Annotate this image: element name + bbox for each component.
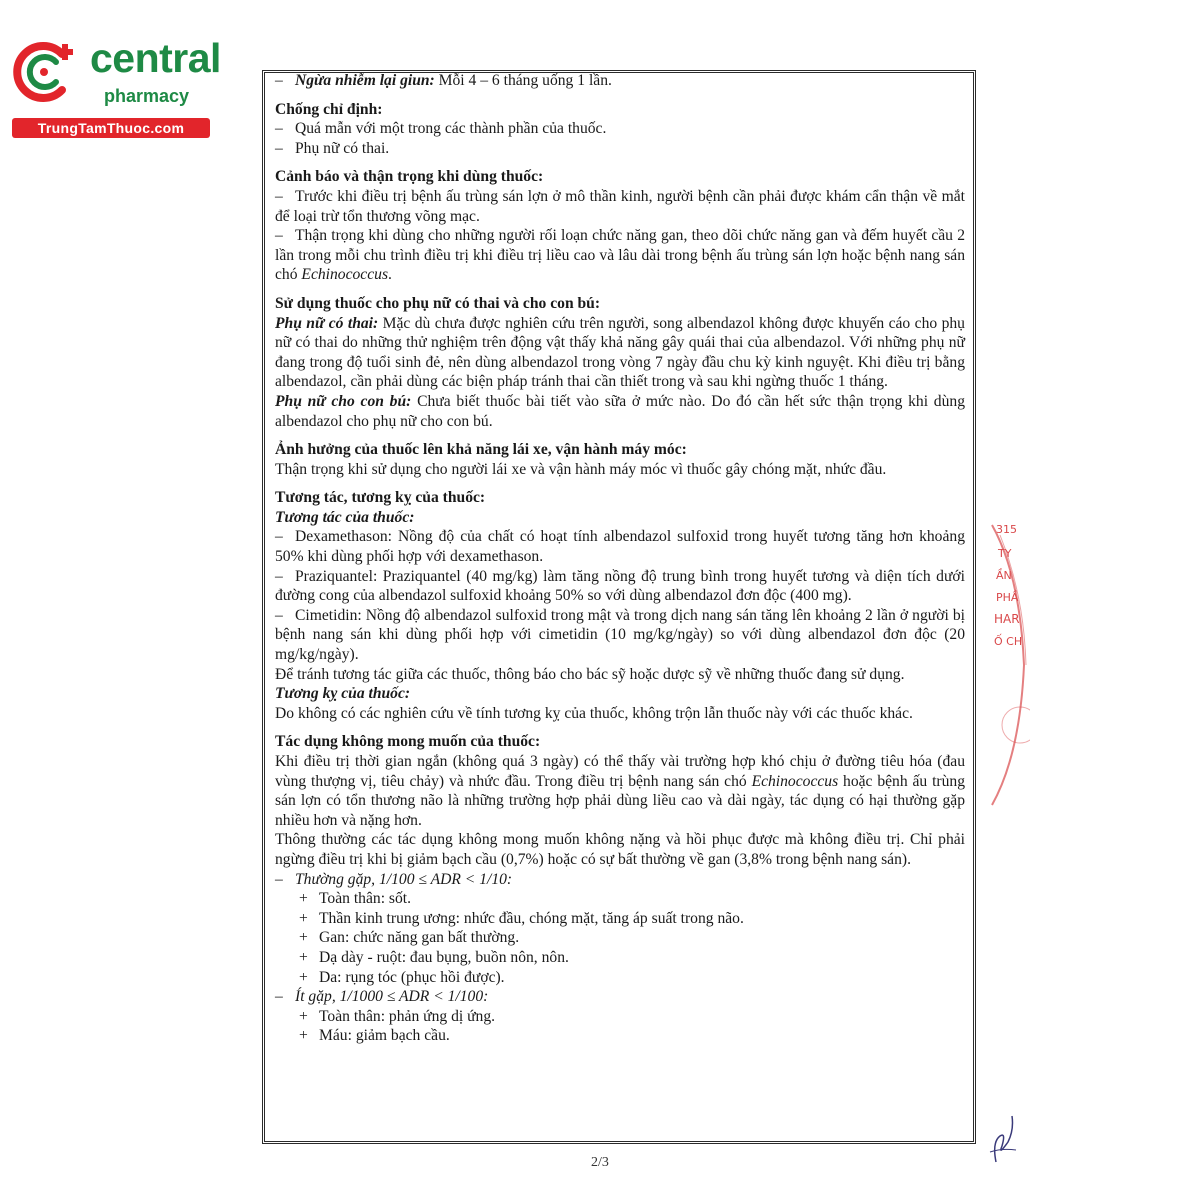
plus-bullet: + bbox=[299, 1027, 308, 1045]
list-item bbox=[275, 606, 965, 665]
signature-icon bbox=[982, 1112, 1022, 1168]
pregnant-text: Mặc dù chưa được nghiên cứu trên người, song albendazol không được khuyến cáo cho phụ nữ có thai do những thử nghiệm trên động vật thấy khả năng gây quái thai của albendazol. Với những phụ nữ đang trong độ tuổi sinh đẻ, nên dùng albendazol trong vòng 7 ngày đầu chu kỳ kinh nguyệt. Khi điều trị bằng albendazol, cần phải dùng các biện pháp tránh thai cần thiết trong và sau khi ngừng thuốc 1 tháng. bbox=[275, 314, 965, 391]
brand-subtitle: pharmacy bbox=[104, 86, 190, 106]
svg-text:Ố CH: Ố CH bbox=[994, 635, 1023, 648]
list-item bbox=[275, 527, 965, 566]
contraindications-heading: Chống chỉ định: bbox=[275, 100, 383, 118]
list-item bbox=[275, 567, 965, 606]
plus-bullet: + bbox=[299, 909, 308, 927]
contraindications-section bbox=[275, 100, 965, 159]
interaction-text: Cimetidin: Nồng độ albendazol sulfoxid trong mật và trong dịch nang sán tăng lên khoảng 2 lần ở người bị bệnh nang sán khi dùng phối hợp với cimetidin (10 mg/kg/ngày) so với dùng albendazol đơn độc (20 mg/kg/ngày). bbox=[275, 606, 965, 664]
page-number: 2/3 bbox=[591, 1155, 609, 1170]
adr-text: Toàn thân: sốt. bbox=[319, 890, 412, 908]
incompatibility-heading: Tương kỵ của thuốc: bbox=[275, 685, 411, 703]
interaction-text: Praziquantel: Praziquantel (40 mg/kg) làm tăng nồng độ trung bình trong huyết tương và diện tích dưới đường cong của albendazol sulfoxid khoảng 50% so với dùng albendazol đơn độc (400 mg). bbox=[275, 567, 965, 605]
common-label: Thường gặp, 1/100 ≤ ADR < 1/10: bbox=[295, 870, 513, 888]
side-effects-heading: Tác dụng không mong muốn của thuốc: bbox=[275, 733, 541, 751]
dash-bullet: – bbox=[275, 988, 283, 1006]
list-item bbox=[275, 139, 965, 159]
list-item bbox=[275, 889, 965, 909]
common-label-line bbox=[275, 870, 965, 890]
reinfection-text: Mỗi 4 – 6 tháng uống 1 lần. bbox=[434, 72, 612, 89]
brand-logo bbox=[12, 35, 221, 138]
side-effects-term: Echinococcus bbox=[751, 772, 839, 790]
side-effects-paragraph-2: Thông thường các tác dụng không mong muốn không nặng và hồi phục được mà không điều trị. Chỉ phải ngừng điều trị khi bị giảm bạch cầu (0,7%) hoặc có sự bất thường về gan (3,8% trong bệnh nang sán). bbox=[275, 831, 965, 868]
side-effects-text: hoặc bệnh ấu trùng sán lợn có tổn thương não là những trường hợp phải dùng liều cao và dài ngày, tác dụng có hại thường gặp nhiều hơn và nặng hơn. bbox=[275, 772, 965, 829]
driving-section bbox=[275, 440, 965, 479]
plus-bullet: + bbox=[299, 1007, 308, 1025]
plus-bullet: + bbox=[299, 948, 308, 966]
dash-bullet: – bbox=[275, 72, 283, 89]
driving-text: Thận trọng khi sử dụng cho người lái xe và vận hành máy móc vì thuốc gây chóng mặt, nhức đầu. bbox=[275, 460, 887, 478]
dash-bullet: – bbox=[275, 528, 283, 546]
side-effects-paragraph-1 bbox=[275, 752, 965, 830]
list-item bbox=[275, 187, 965, 226]
document-body bbox=[275, 71, 965, 1046]
list-item bbox=[275, 119, 965, 139]
adr-text: Da: rụng tóc (phục hồi được). bbox=[319, 968, 505, 986]
list-item bbox=[275, 226, 965, 285]
dash-bullet: – bbox=[275, 187, 283, 205]
central-pharmacy-logo-icon bbox=[12, 40, 76, 104]
pregnancy-section bbox=[275, 294, 965, 431]
warning-text: Thận trọng khi dùng cho những người rối loạn chức năng gan, theo dõi chức năng gan và đếm huyết cầu 2 lần trong mỗi chu trình điều trị khi điều trị liều cao và lâu dài trong bệnh ấu trùng sán lợn hoặc bệnh nang sán chó bbox=[275, 227, 965, 284]
list-item bbox=[275, 1007, 965, 1027]
breastfeeding-paragraph bbox=[275, 392, 965, 431]
dash-bullet: – bbox=[275, 567, 283, 585]
svg-text:HAR: HAR bbox=[994, 612, 1020, 626]
driving-heading: Ảnh hưởng của thuốc lên khả năng lái xe, vận hành máy móc: bbox=[275, 441, 687, 459]
uncommon-label-line bbox=[275, 987, 965, 1007]
pregnancy-heading: Sử dụng thuốc cho phụ nữ có thai và cho con bú: bbox=[275, 294, 601, 312]
svg-text:TY: TY bbox=[998, 547, 1012, 560]
interactions-note: Để tránh tương tác giữa các thuốc, thông báo cho bác sỹ hoặc dược sỹ về những thuốc đang sử dụng. bbox=[275, 665, 905, 683]
list-item bbox=[275, 909, 965, 929]
uncommon-label: Ít gặp, 1/1000 ≤ ADR < 1/100: bbox=[295, 988, 489, 1006]
dash-bullet: – bbox=[275, 870, 283, 888]
contraindication-text: Phụ nữ có thai. bbox=[295, 139, 390, 157]
reinfection-line bbox=[275, 71, 965, 91]
breastfeeding-label: Phụ nữ cho con bú: bbox=[275, 392, 412, 410]
incompatibility-text: Do không có các nghiên cứu về tính tương kỵ của thuốc, không trộn lẫn thuốc này với các thuốc khác. bbox=[275, 704, 913, 722]
interactions-subheading: Tương tác của thuốc: bbox=[275, 508, 415, 526]
adr-text: Máu: giảm bạch cầu. bbox=[319, 1027, 450, 1045]
list-item bbox=[275, 1026, 965, 1046]
dash-bullet: – bbox=[275, 120, 283, 138]
dash-bullet: – bbox=[275, 606, 283, 624]
warning-term: Echinococcus bbox=[301, 266, 389, 284]
brand-website: TrungTamThuoc.com bbox=[12, 118, 210, 138]
official-stamp-fragment bbox=[990, 515, 1030, 815]
warnings-heading: Cảnh báo và thận trọng khi dùng thuốc: bbox=[275, 168, 544, 186]
warning-text: Trước khi điều trị bệnh ấu trùng sán lợn ở mô thần kinh, người bệnh cần phải được khám cẩn thận về mắt để loại trừ tổn thương võng mạc. bbox=[275, 187, 965, 225]
list-item bbox=[275, 928, 965, 948]
interactions-heading: Tương tác, tương kỵ của thuốc: bbox=[275, 489, 486, 507]
dash-bullet: – bbox=[275, 227, 283, 245]
list-item bbox=[275, 948, 965, 968]
adr-text: Toàn thân: phản ứng dị ứng. bbox=[319, 1007, 496, 1025]
svg-text:315: 315 bbox=[996, 523, 1017, 536]
side-effects-section bbox=[275, 732, 965, 1046]
list-item bbox=[275, 968, 965, 988]
interactions-section bbox=[275, 488, 965, 723]
dash-bullet: – bbox=[275, 139, 283, 157]
plus-bullet: + bbox=[299, 929, 308, 947]
plus-bullet: + bbox=[299, 968, 308, 986]
warnings-section bbox=[275, 167, 965, 285]
breastfeeding-text: Chưa biết thuốc bài tiết vào sữa ở mức nào. Do đó cần hết sức thận trọng khi dùng albendazol cho phụ nữ cho con bú. bbox=[275, 392, 965, 430]
pregnant-label: Phụ nữ có thai: bbox=[275, 314, 379, 332]
brand-name: central bbox=[90, 35, 221, 81]
adr-text: Thần kinh trung ương: nhức đầu, chóng mặt, tăng áp suất trong não. bbox=[319, 909, 744, 927]
svg-text:PHẦ: PHẦ bbox=[996, 591, 1019, 604]
plus-bullet: + bbox=[299, 890, 308, 908]
warning-end: . bbox=[388, 266, 392, 284]
interaction-text: Dexamethason: Nồng độ của chất có hoạt tính albendazol sulfoxid trong huyết tương tăng hơn khoảng 50% khi dùng phối hợp với dexamethason. bbox=[275, 528, 965, 566]
reinfection-label: Ngừa nhiễm lại giun: bbox=[295, 72, 435, 89]
svg-text:ẦN: ẦN bbox=[996, 569, 1012, 582]
contraindication-text: Quá mẫn với một trong các thành phần của thuốc. bbox=[295, 120, 607, 138]
adr-text: Gan: chức năng gan bất thường. bbox=[319, 929, 520, 947]
adr-text: Dạ dày - ruột: đau bụng, buồn nôn, nôn. bbox=[319, 948, 569, 966]
pregnant-paragraph bbox=[275, 314, 965, 392]
side-effects-text: Khi điều trị thời gian ngắn (không quá 3 ngày) có thể thấy vài trường hợp khó chịu ở đường tiêu hóa (đau vùng thượng vị, tiêu chảy) và nhức đầu. Trong điều trị bệnh nang sán chó bbox=[275, 753, 965, 790]
